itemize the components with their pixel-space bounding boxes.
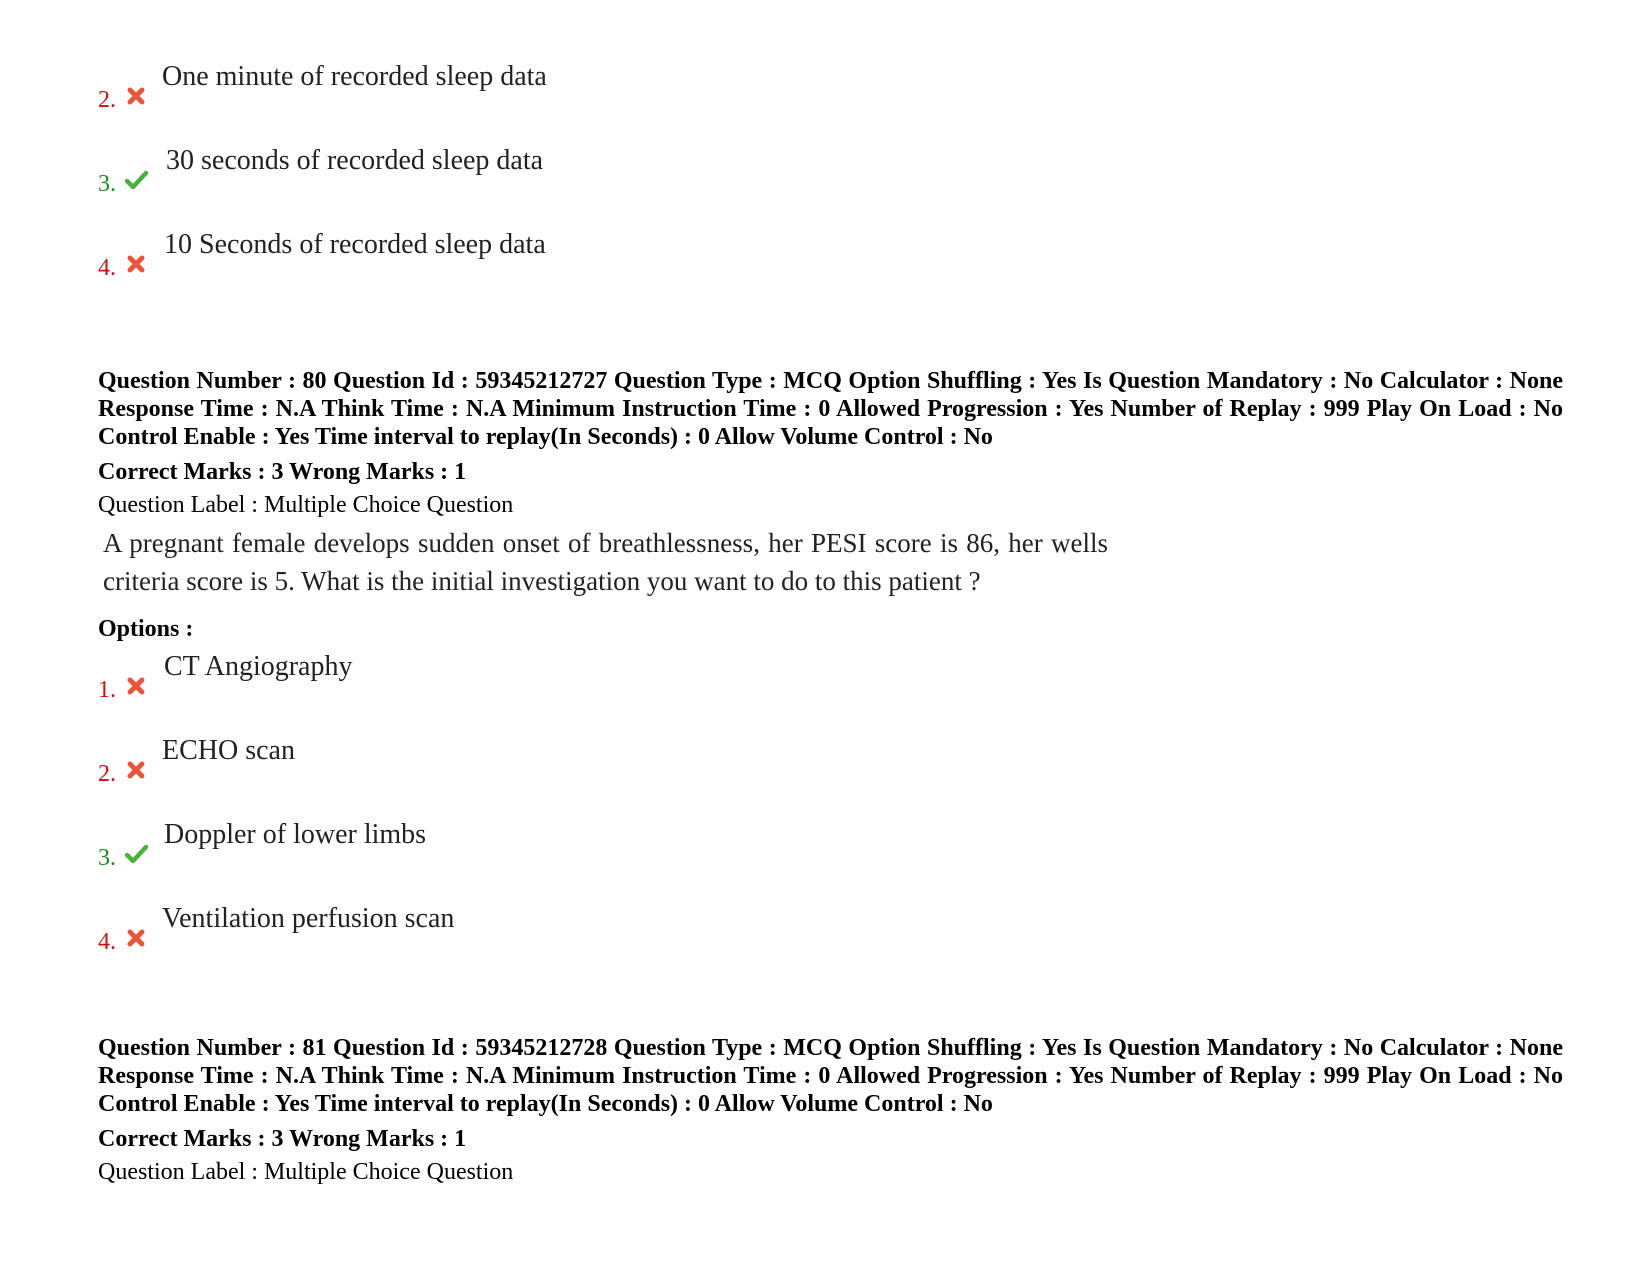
option-number: 1. bbox=[98, 677, 116, 703]
option-number: 3. bbox=[98, 845, 116, 871]
option-number: 4. bbox=[98, 255, 116, 281]
option-row bbox=[98, 146, 998, 196]
option-row bbox=[98, 820, 998, 870]
option-row bbox=[98, 62, 998, 112]
question-81-metadata: Question Number : 81 Question Id : 59345212728 Question Type : MCQ Option Shuffling : Yes Is Question Mandatory : No Calculator : None Response Time : N.A Think Time : N.A Minimum Instruction Time : 0 Allowed Progression : Yes Number of Replay : 999 Play On Load : No Control Enable : Yes Time interval to replay(In Seconds) : 0 Allow Volume Control : No bbox=[98, 1035, 1563, 1117]
cross-icon bbox=[124, 928, 148, 948]
cross-icon bbox=[124, 86, 148, 106]
option-row bbox=[98, 652, 998, 702]
check-icon bbox=[124, 844, 148, 864]
option-text: Doppler of lower limbs bbox=[164, 819, 427, 850]
option-row bbox=[98, 736, 998, 786]
option-text: CT Angiography bbox=[164, 651, 353, 682]
option-text: Ventilation perfusion scan bbox=[162, 903, 455, 934]
option-text: One minute of recorded sleep data bbox=[162, 61, 547, 92]
option-row bbox=[98, 904, 998, 954]
option-row bbox=[98, 230, 998, 280]
option-number: 2. bbox=[98, 87, 116, 113]
question-80-label: Question Label : Multiple Choice Question bbox=[98, 492, 514, 518]
options-heading: Options : bbox=[98, 616, 194, 642]
cross-icon bbox=[124, 254, 148, 274]
question-81-marks: Correct Marks : 3 Wrong Marks : 1 bbox=[98, 1126, 467, 1152]
cross-icon bbox=[124, 760, 148, 780]
question-80-metadata: Question Number : 80 Question Id : 59345212727 Question Type : MCQ Option Shuffling : Yes Is Question Mandatory : No Calculator : None Response Time : N.A Think Time : N.A Minimum Instruction Time : 0 Allowed Progression : Yes Number of Replay : 999 Play On Load : No Control Enable : Yes Time interval to replay(In Seconds) : 0 Allow Volume Control : No bbox=[98, 368, 1563, 450]
cross-icon bbox=[124, 676, 148, 696]
option-text: 30 seconds of recorded sleep data bbox=[166, 145, 544, 176]
question-80-text: A pregnant female develops sudden onset of breathlessness, her PESI score is 86, her wells criteria score is 5. What is the initial investigation you want to do to this patient ? bbox=[103, 528, 1108, 596]
question-81-label: Question Label : Multiple Choice Question bbox=[98, 1159, 514, 1185]
option-text: 10 Seconds of recorded sleep data bbox=[164, 229, 546, 260]
option-number: 3. bbox=[98, 171, 116, 197]
check-icon bbox=[124, 170, 148, 190]
option-text: ECHO scan bbox=[162, 735, 295, 766]
question-80-marks: Correct Marks : 3 Wrong Marks : 1 bbox=[98, 459, 467, 485]
option-number: 2. bbox=[98, 761, 116, 787]
option-number: 4. bbox=[98, 929, 116, 955]
